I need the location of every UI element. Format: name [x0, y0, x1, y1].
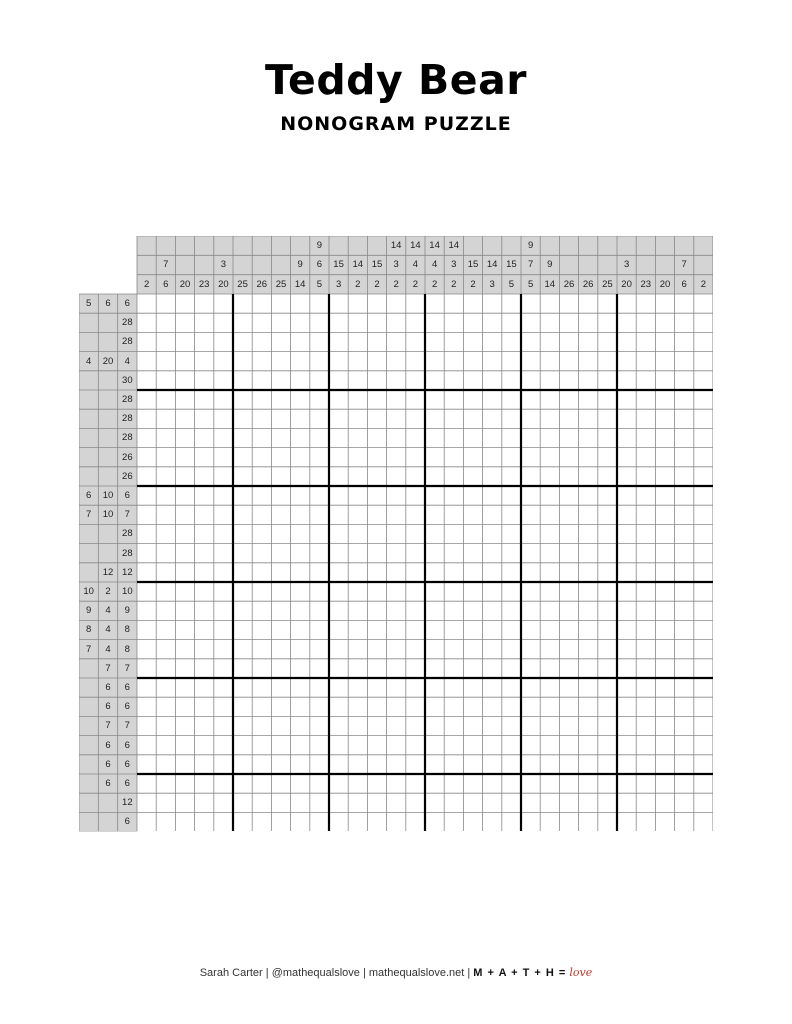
column-clue: 3	[329, 275, 348, 294]
row-clue: 12	[118, 793, 137, 812]
row-clue: 4	[98, 601, 117, 620]
column-clue: 2	[137, 275, 156, 294]
column-clue: 3	[444, 255, 463, 274]
row-clue: 28	[118, 313, 137, 332]
column-clue: 2	[387, 275, 406, 294]
row-clue: 6	[118, 486, 137, 505]
column-clue: 2	[694, 275, 713, 294]
row-clue: 26	[118, 467, 137, 486]
column-clue: 14	[425, 236, 444, 255]
row-clue: 4	[98, 620, 117, 639]
column-clue: 3	[214, 255, 233, 274]
column-clue: 23	[195, 275, 214, 294]
footer-handle: @mathequalslove	[271, 967, 360, 979]
column-clue: 6	[156, 275, 175, 294]
column-clue: 26	[252, 275, 271, 294]
row-clue: 28	[118, 428, 137, 447]
column-clue: 2	[463, 275, 482, 294]
footer-love-logo: love	[569, 966, 593, 979]
row-clue: 6	[118, 774, 137, 793]
row-clue: 6	[118, 736, 137, 755]
column-clue: 14	[540, 275, 559, 294]
row-clue: 7	[79, 640, 98, 659]
column-clue: 26	[559, 275, 578, 294]
row-clue: 5	[79, 294, 98, 313]
row-clue: 4	[118, 352, 137, 371]
row-clue: 6	[98, 678, 117, 697]
row-clue: 28	[118, 390, 137, 409]
row-clue: 4	[98, 640, 117, 659]
row-clue: 9	[79, 601, 98, 620]
row-clue: 7	[118, 659, 137, 678]
column-clue: 2	[348, 275, 367, 294]
row-clue: 9	[118, 601, 137, 620]
column-clue: 14	[483, 255, 502, 274]
column-clue: 2	[444, 275, 463, 294]
column-clue: 14	[406, 236, 425, 255]
column-clue: 2	[425, 275, 444, 294]
row-clue: 6	[118, 294, 137, 313]
column-clue: 15	[367, 255, 386, 274]
row-clue: 6	[79, 486, 98, 505]
column-clue: 6	[310, 255, 329, 274]
column-clue: 20	[214, 275, 233, 294]
row-clue: 28	[118, 524, 137, 543]
row-clue: 6	[118, 697, 137, 716]
footer-author: Sarah Carter	[199, 967, 263, 979]
column-clue: 4	[406, 255, 425, 274]
footer-site: mathequalslove.net	[368, 967, 465, 979]
column-clue: 2	[367, 275, 386, 294]
column-clue: 26	[579, 275, 598, 294]
grid-lines	[79, 236, 713, 831]
footer-separator: |	[467, 967, 474, 979]
row-clue: 7	[98, 659, 117, 678]
page-subtitle: NONOGRAM PUZZLE	[280, 113, 512, 135]
column-clue: 3	[483, 275, 502, 294]
column-clue: 7	[521, 255, 540, 274]
row-clue: 4	[79, 352, 98, 371]
row-clue: 6	[118, 755, 137, 774]
column-clue: 14	[291, 275, 310, 294]
footer-brand: M + A + T + H =	[473, 967, 567, 979]
column-clue: 25	[233, 275, 252, 294]
column-clue: 15	[502, 255, 521, 274]
page-footer	[0, 966, 792, 979]
column-clue: 7	[675, 255, 694, 274]
row-clue: 6	[98, 697, 117, 716]
column-clue: 15	[329, 255, 348, 274]
column-clue: 20	[617, 275, 636, 294]
page-title: Teddy Bear	[265, 56, 527, 104]
row-clue: 6	[98, 774, 117, 793]
column-clue: 9	[291, 255, 310, 274]
column-clue: 5	[310, 275, 329, 294]
row-clue: 10	[118, 582, 137, 601]
footer-separator: |	[362, 967, 369, 979]
column-clue: 2	[406, 275, 425, 294]
row-clue: 6	[98, 736, 117, 755]
column-clue: 25	[271, 275, 290, 294]
column-clue: 9	[521, 236, 540, 255]
column-clue: 23	[636, 275, 655, 294]
footer-separator: |	[265, 967, 272, 979]
nonogram-puzzle	[79, 236, 713, 831]
column-clue: 7	[156, 255, 175, 274]
row-clue: 12	[98, 563, 117, 582]
row-clue: 28	[118, 332, 137, 351]
row-clue: 10	[98, 505, 117, 524]
row-clue: 8	[79, 620, 98, 639]
column-clue: 9	[310, 236, 329, 255]
column-clue: 5	[521, 275, 540, 294]
row-clue: 2	[98, 582, 117, 601]
row-clue: 8	[118, 640, 137, 659]
row-clue: 7	[98, 716, 117, 735]
column-clue: 14	[387, 236, 406, 255]
column-clue: 20	[655, 275, 674, 294]
row-clue: 28	[118, 544, 137, 563]
row-clue: 6	[118, 812, 137, 831]
column-clue: 4	[425, 255, 444, 274]
column-clue: 5	[502, 275, 521, 294]
row-clue: 6	[98, 755, 117, 774]
column-clue: 14	[444, 236, 463, 255]
row-clue: 26	[118, 448, 137, 467]
row-clue: 20	[98, 352, 117, 371]
row-clue: 12	[118, 563, 137, 582]
row-clue: 10	[79, 582, 98, 601]
row-clue: 7	[118, 505, 137, 524]
row-clue: 10	[98, 486, 117, 505]
row-clue: 8	[118, 620, 137, 639]
column-clue: 20	[175, 275, 194, 294]
column-clue: 6	[675, 275, 694, 294]
column-clue: 14	[348, 255, 367, 274]
row-clue: 6	[118, 678, 137, 697]
row-clue: 30	[118, 371, 137, 390]
column-clue: 25	[598, 275, 617, 294]
column-clue: 3	[617, 255, 636, 274]
row-clue: 7	[118, 716, 137, 735]
row-clue: 7	[79, 505, 98, 524]
row-clue: 6	[98, 294, 117, 313]
column-clue: 3	[387, 255, 406, 274]
column-clue: 15	[463, 255, 482, 274]
row-clue: 28	[118, 409, 137, 428]
column-clue: 9	[540, 255, 559, 274]
